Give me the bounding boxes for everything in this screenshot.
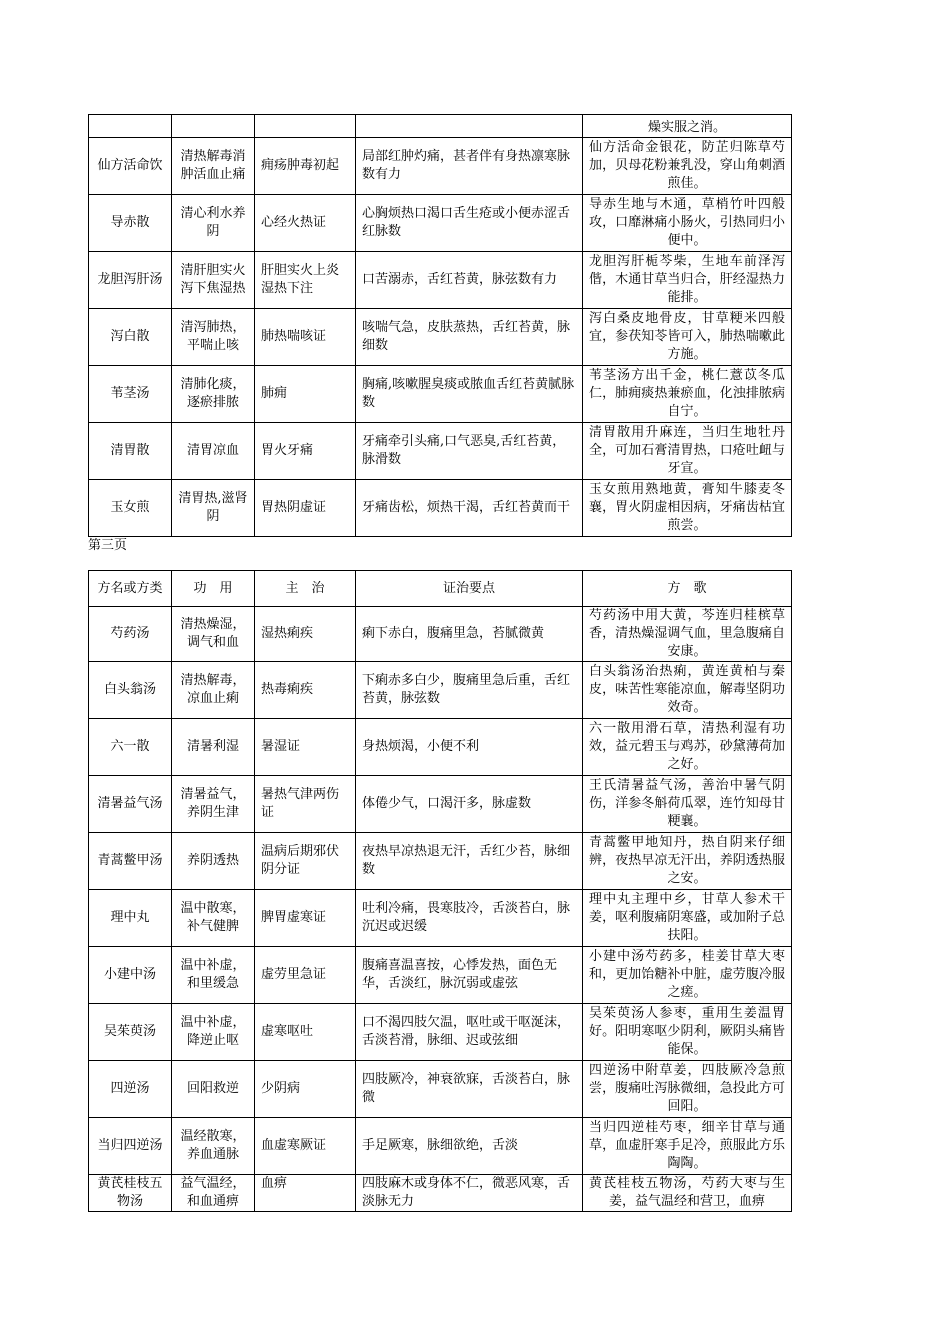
cell-indication: 痈疡肿毒初起 [255,138,356,195]
cell-empty [89,115,172,138]
cell-song: 白头翁汤治热痢，黄连黄柏与秦皮，味苦性寒能凉血，解毒坚阴功效奇。 [583,662,792,719]
cell-key-points: 胸痛,咳嗽腥臭痰或脓血舌红苔黄腻脉数 [356,366,583,423]
table-row [89,890,792,947]
cell-song: 泻白桑皮地骨皮，甘草粳米四般宜，参茯知苓皆可入，肺热喘嗽此方施。 [583,309,792,366]
cell-indication: 肺热喘咳证 [255,309,356,366]
cell-song: 理中丸主理中乡，甘草人参术干姜，呕利腹痛阴寒盛，或加附子总扶阳。 [583,890,792,947]
table-row [89,607,792,662]
table-row [89,1061,792,1118]
cell-key-points: 局部红肿灼痛，甚者伴有身热凛寒脉数有力 [356,138,583,195]
cell-formula-name: 泻白散 [89,309,172,366]
cell-empty [356,115,583,138]
cell-key-points: 吐利冷痛，畏寒肢冷，舌淡苔白，脉沉迟或迟缓 [356,890,583,947]
cell-effect: 清热燥湿，调气和血 [172,607,255,662]
cell-formula-name: 青蒿鳖甲汤 [89,833,172,890]
cell-effect: 温经散寒，养血通脉 [172,1118,255,1175]
cell-formula-name: 仙方活命饮 [89,138,172,195]
cell-effect: 清胃凉血 [172,423,255,480]
cell-effect: 益气温经，和血通痹 [172,1175,255,1212]
cell-effect: 清肺化痰，逐瘀排脓 [172,366,255,423]
cell-song: 仙方活命金银花，防芷归陈草芍加，贝母花粉兼乳没，穿山角刺酒煎佳。 [583,138,792,195]
cell-indication: 胃热阴虚证 [255,480,356,537]
cell-effect: 清泻肺热，平喘止咳 [172,309,255,366]
table-row [89,423,792,480]
cell-key-points: 咳喘气急，皮肤蒸热，舌红苔黄，脉细数 [356,309,583,366]
cell-formula-name: 黄芪桂枝五物汤 [89,1175,172,1212]
table-header-row [89,571,792,607]
cell-effect: 温中散寒，补气健脾 [172,890,255,947]
cell-formula-name: 当归四逆汤 [89,1118,172,1175]
cell-effect: 清热解毒消肿活血止痛 [172,138,255,195]
cell-key-points: 痢下赤白，腹痛里急，苔腻微黄 [356,607,583,662]
cell-song: 当归四逆桂芍枣，细辛甘草与通草，血虚肝寒手足冷，煎服此方乐陶陶。 [583,1118,792,1175]
cell-song: 吴茱萸汤人参枣，重用生姜温胃好。阳明寒呕少阴利，厥阴头痛皆能保。 [583,1004,792,1061]
table-row [89,719,792,776]
cell-formula-name: 理中丸 [89,890,172,947]
page-label: 第三页 [88,538,128,553]
cell-indication: 血痹 [255,1175,356,1212]
cell-indication: 胃火牙痛 [255,423,356,480]
header-song: 方 歌 [583,571,792,607]
cell-indication: 虚寒呕吐 [255,1004,356,1061]
cell-indication: 湿热痢疾 [255,607,356,662]
header-key-points: 证治要点 [356,571,583,607]
table-row [89,309,792,366]
cell-key-points: 牙痛牵引头痛,口气恶臭,舌红苔黄，脉滑数 [356,423,583,480]
cell-formula-name: 白头翁汤 [89,662,172,719]
table-row [89,1175,792,1212]
cell-indication: 暑湿证 [255,719,356,776]
cell-effect: 养阴透热 [172,833,255,890]
cell-song: 四逆汤中附草姜，四肢厥冷急煎尝，腹痛吐泻脉微细，急投此方可回阳。 [583,1061,792,1118]
table-row-carry [89,115,792,138]
formula-table [88,570,792,1212]
formula-table-body [89,607,792,1212]
cell-empty [172,115,255,138]
cell-formula-name: 六一散 [89,719,172,776]
cell-song: 燥实服之消。 [583,115,792,138]
cell-effect: 回阳救逆 [172,1061,255,1118]
cell-effect: 清胃热,滋肾阴 [172,480,255,537]
cell-song: 导赤生地与木通，草梢竹叶四般攻，口靡淋痛小肠火，引热同归小便中。 [583,195,792,252]
cell-formula-name: 玉女煎 [89,480,172,537]
cell-indication: 热毒痢疾 [255,662,356,719]
header-effect: 功 用 [172,571,255,607]
cell-key-points: 身热烦渴，小便不利 [356,719,583,776]
cell-indication: 肺痈 [255,366,356,423]
cell-key-points: 四肢麻木或身体不仁，微恶风寒，舌淡脉无力 [356,1175,583,1212]
cell-formula-name: 吴茱萸汤 [89,1004,172,1061]
cell-key-points: 夜热早凉热退无汗，舌红少苔，脉细数 [356,833,583,890]
cell-song: 青蒿鳖甲地知丹，热自阴来仔细辨，夜热早凉无汗出，养阴透热服之安。 [583,833,792,890]
formula-table-continued [88,114,792,537]
cell-effect: 清热解毒，凉血止痢 [172,662,255,719]
cell-song: 芍药汤中用大黄，芩连归桂槟草香，清热燥湿调气血，里急腹痛自安康。 [583,607,792,662]
table-row [89,947,792,1004]
cell-formula-name: 苇茎汤 [89,366,172,423]
cell-key-points: 下痢赤多白少，腹痛里急后重，舌红苔黄，脉弦数 [356,662,583,719]
formula-table-body [89,115,792,537]
table-row [89,662,792,719]
cell-indication: 肝胆实火上炎湿热下注 [255,252,356,309]
cell-indication: 血虚寒厥证 [255,1118,356,1175]
cell-formula-name: 四逆汤 [89,1061,172,1118]
cell-formula-name: 导赤散 [89,195,172,252]
table-row [89,833,792,890]
cell-effect: 清肝胆实火泻下焦湿热 [172,252,255,309]
cell-empty [255,115,356,138]
cell-key-points: 心胸烦热口渴口舌生疮或小便赤涩舌红脉数 [356,195,583,252]
cell-effect: 温中补虚，降逆止呕 [172,1004,255,1061]
cell-formula-name: 小建中汤 [89,947,172,1004]
cell-key-points: 腹痛喜温喜按，心悸发热，面色无华，舌淡红，脉沉弱或虚弦 [356,947,583,1004]
table-row [89,195,792,252]
cell-song: 苇茎汤方出千金，桃仁薏苡冬瓜仁，肺痈痰热兼瘀血，化浊排脓病自宁。 [583,366,792,423]
cell-indication: 少阴病 [255,1061,356,1118]
cell-song: 龙胆泻肝栀芩柴，生地车前泽泻偕，木通甘草当归合，肝经湿热力能排。 [583,252,792,309]
cell-formula-name: 芍药汤 [89,607,172,662]
cell-formula-name: 龙胆泻肝汤 [89,252,172,309]
cell-song: 玉女煎用熟地黄，膏知牛膝麦冬襄，胃火阴虚相因病，牙痛齿枯宜煎尝。 [583,480,792,537]
cell-effect: 清暑利湿 [172,719,255,776]
table-row [89,1118,792,1175]
cell-indication: 脾胃虚寒证 [255,890,356,947]
table-row [89,366,792,423]
cell-song: 王氏清暑益气汤，善治中暑气阴伤，洋参冬斛荷瓜翠，连竹知母甘粳襄。 [583,776,792,833]
cell-song: 黄芪桂枝五物汤，芍药大枣与生姜，益气温经和营卫，血痹 [583,1175,792,1212]
cell-effect: 清心利水养阴 [172,195,255,252]
cell-indication: 虚劳里急证 [255,947,356,1004]
cell-key-points: 口苦溺赤，舌红苔黄，脉弦数有力 [356,252,583,309]
cell-effect: 温中补虚，和里缓急 [172,947,255,1004]
header-name: 方名或方类 [89,571,172,607]
table-row [89,138,792,195]
cell-key-points: 四肢厥冷，神衰欲寐，舌淡苔白，脉微 [356,1061,583,1118]
cell-effect: 清暑益气，养阴生津 [172,776,255,833]
table-row [89,776,792,833]
cell-formula-name: 清胃散 [89,423,172,480]
header-indication: 主 治 [255,571,356,607]
cell-song: 小建中汤芍药多，桂姜甘草大枣和，更加饴糖补中脏，虚劳腹冷服之瘥。 [583,947,792,1004]
cell-key-points: 牙痛齿松，烦热干渴，舌红苔黄而干 [356,480,583,537]
table-row [89,1004,792,1061]
table-row [89,252,792,309]
cell-indication: 心经火热证 [255,195,356,252]
cell-song: 六一散用滑石草，清热利湿有功效，益元碧玉与鸡苏，砂黛薄荷加之好。 [583,719,792,776]
cell-key-points: 口不渴四肢欠温，呕吐或干呕涎沫，舌淡苔滑，脉细、迟或弦细 [356,1004,583,1061]
cell-indication: 暑热气津两伤证 [255,776,356,833]
cell-song: 清胃散用升麻连，当归生地牡丹全，可加石膏清胃热，口疮吐衄与牙宣。 [583,423,792,480]
table-row [89,480,792,537]
cell-indication: 温病后期邪伏阴分证 [255,833,356,890]
cell-formula-name: 清暑益气汤 [89,776,172,833]
cell-key-points: 体倦少气，口渴汗多，脉虚数 [356,776,583,833]
cell-key-points: 手足厥寒，脉细欲绝，舌淡 [356,1118,583,1175]
